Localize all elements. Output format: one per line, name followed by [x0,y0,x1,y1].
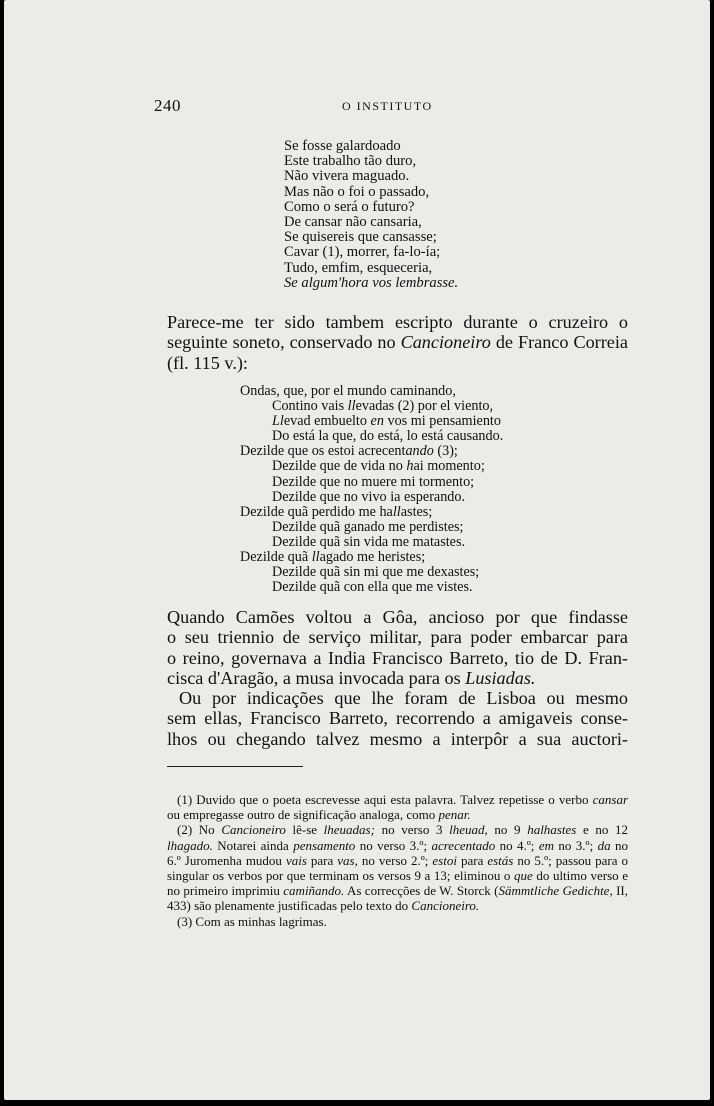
text-span: evadas (2) por el viento, [355,398,494,415]
poem-redondilha [284,139,458,291]
italic-span: cansar [592,792,628,807]
text-span: Dezilde quã sin vida me matastes. [272,533,466,550]
italic-span: Cancioneiro. [411,898,480,914]
text-span: no 9 [487,822,528,838]
italic-span: lhagado. [167,837,213,853]
text-span: Dezilde quã con ella que me vistes. [272,579,473,596]
italic-span: camiñando. [283,883,345,899]
text-span: cisca d'Aragão, a musa invocada para os [167,667,466,688]
poem-line [240,580,503,595]
para1-text-before: Parece-me ter sido tambem escripto durante o cruzeiro o seguinte soneto, conservado no [167,312,628,353]
text-span: (3) Com as minhas lagrimas. [177,913,327,929]
footnote-2 [167,822,628,913]
text-span: astes; [400,503,433,520]
text-span: Dezilde quã ganado me perdistes; [272,518,464,535]
italic-span: da [597,837,611,853]
italic-span: lheuadas; [323,822,375,838]
footnote-3 [167,914,628,929]
poem-line: Como o será o futuro? [284,198,415,215]
poem-line [240,475,503,490]
poem-line: De cansar não cansaria, [284,214,422,231]
text-span: Contino vais [272,398,348,415]
poem-line [240,414,503,429]
paragraph-line [167,627,628,647]
italic-span: vais [285,852,307,868]
text-span: ai momento; [413,458,485,475]
text-span: evad embuelto [283,413,371,430]
italic-span: ll [347,398,356,415]
footnotes [167,792,628,929]
paragraph-camoes-goa [167,607,628,749]
italic-span: estás [487,852,514,868]
text-span: agado me heristes; [319,549,426,566]
page-number: 240 [154,96,181,115]
para1-text-after: de Franco Correia (fl. 115 v.): [167,332,628,373]
poem-line [240,520,503,535]
italic-span: Sämmtliche Gedichte, [498,883,613,899]
poem-soneto [240,384,503,595]
poem-line [240,399,503,414]
text-span: Notarei ainda [212,837,294,853]
poem-line: Se fosse galardoado [284,138,401,154]
text-span: lhos ou chegando talvez mesmo a interpôr a sua auctori- [167,728,628,749]
text-span: Dezilde que de vida no [272,458,407,475]
poem-line [240,444,503,459]
paragraph-line [167,688,628,708]
italic-span: acrecentado [431,837,496,853]
poem-line: Tudo, emfim, esqueceria, [284,259,433,276]
paragraph-line [167,648,628,668]
text-span: para [306,852,338,868]
paragraph-line [167,729,628,749]
italic-span: en [370,413,384,430]
footnote-separator [167,766,303,767]
text-span: Dezilde que os estoi acrecent [240,443,406,460]
text-span: do ultimo verso e no primeiro imprimiu [167,868,628,899]
text-span: Quando Camões voltou a Gôa, ancioso por que findasse [167,607,628,627]
poem-line: Mas não o foi o passado, [284,183,430,200]
italic-span: ll [392,503,401,520]
text-span: Dezilde que no muere mi tormento; [272,473,475,490]
text-span: II, 433) são plenamente justificadas pelo texto do [167,883,628,914]
text-span: Ou por indicações que lhe foram de Lisboa ou mesmo [179,688,628,709]
poem-line: Cavar (1), morrer, fa-lo-ía; [284,244,441,261]
poem-line [240,565,503,580]
para1-italic-title: Cancioneiro [400,332,491,353]
poem-line [240,429,503,444]
italic-span: h [406,458,414,475]
poem-line [240,384,503,399]
paragraph-line [167,668,628,688]
text-span: Ondas, que, por el mundo caminando, [240,383,456,399]
book-page [4,0,710,1100]
paragraph-line [167,708,628,728]
italic-span: pensamento [293,837,356,853]
text-span: lê-se [285,822,324,838]
text-span: Dezilde que no vivo ia esperando. [272,488,466,505]
italic-span: que [514,868,533,884]
text-span: (3); [433,443,458,460]
poem-line [240,505,503,520]
footnote-1 [167,792,628,822]
paragraph-line [167,607,628,627]
text-span: o reino, governava a India Francisco Barreto, tio de D. Fran- [167,647,628,668]
italic-span: em [538,837,554,853]
poem-line: Este trabalho tão duro, [284,153,417,170]
poem-line: Não vivera maguado. [284,168,410,185]
italic-span: lheuad, [449,822,488,838]
text-span: As correcções de W. Storck ( [344,883,499,899]
page-header [4,96,710,120]
text-span: vos mi pensamiento [383,413,501,430]
text-span: Dezilde quã sin mi que me dexastes; [272,564,480,581]
italic-span: penar. [438,807,471,823]
text-span: e no 12 [576,822,628,838]
italic-span: ll [311,549,320,566]
scan-edge [710,0,714,1106]
italic-span: estoi [432,852,457,868]
italic-span: Ll [272,413,284,430]
italic-span: Cancioneiro [221,822,286,838]
poem-line [240,550,503,565]
poem-line: Se algum'hora vos lembrasse. [284,274,459,291]
italic-span: Lusiadas. [465,667,536,688]
poem-line [240,459,503,474]
text-span: (1) Duvido que o poeta escrevesse aqui esta palavra. Talvez repetisse o verbo [177,792,593,807]
text-span: (2) No [177,822,222,838]
text-span: o seu triennio de serviço militar, para poder embarcar para [167,627,628,648]
text-span: no 3.º; [554,837,598,853]
italic-span: halhastes [527,822,577,838]
running-title: O INSTITUTO [342,99,433,113]
text-span: Dezilde quã perdido me ha [240,503,393,520]
text-span: no 6.º Juromenha mudou [167,837,628,868]
text-span: ou empregasse outro de significação analoga, como [167,807,439,823]
poem-line: Se quisereis que cansasse; [284,229,437,246]
text-span: no 5.º; passou para o singular os verbos por que terminam os versos 9 a 13; eliminou o [167,852,628,884]
text-span: sem ellas, Francisco Barreto, recorrendo a amigaveis conse- [167,708,628,729]
text-span: para [456,852,488,868]
text-span: Dezilde quã [240,549,312,566]
poem-line [240,535,503,550]
italic-span: ando [405,443,434,460]
poem-line [240,490,503,505]
text-span: Do está la que, do está, lo está causando. [272,428,504,445]
italic-span: vas, [337,852,358,868]
text-span: no verso 3.º; [355,837,432,853]
text-span: no verso 2.º; [357,852,433,868]
text-span: no 4.º; [495,837,539,853]
paragraph-soneto-intro [167,312,628,373]
text-span: no verso 3 [374,822,450,838]
